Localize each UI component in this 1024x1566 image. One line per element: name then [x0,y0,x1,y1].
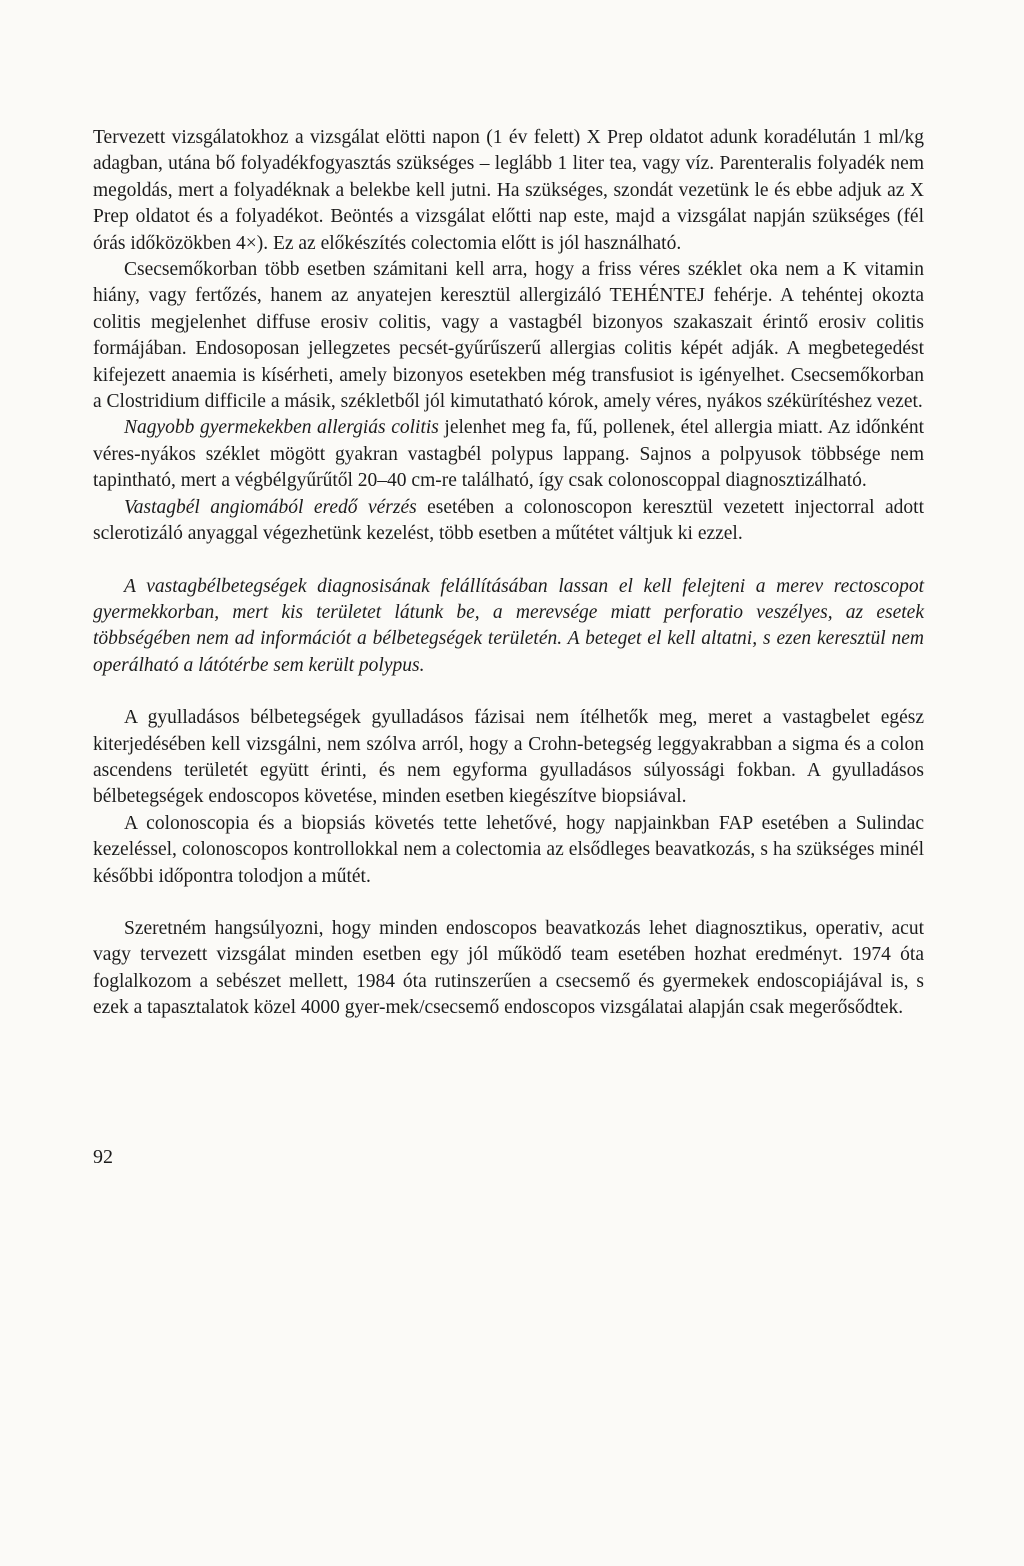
paragraph-conclusion: Szeretném hangsúlyozni, hogy minden endoscopos beavatkozás lehet diagnosztikus, operativ, acut vagy tervezett vizsgálat minden esetben egy jól működő team esetében hozhat eredményt. 1974 óta foglalkozom a sebészet mellett, 1984 óta rutinszerűen a csecsemő és gyermekek endoscopiájával is, s ezek a tapasztalatok közel 4000 gyer-mek/csecsemő endoscopos vizsgálatai alapján csak megerősődtek. [93,917,924,1019]
spacer [93,890,924,916]
angioma-bleeding-term: Vastagbél angiomából eredő vérzés [124,496,417,518]
allergic-colitis-term: Nagyobb gyermekekben allergiás colitis [124,417,439,439]
paragraph-rectoscope: A vastagbélbetegségek diagnosisának felállításában lassan el kell felejteni a merev rectoscopot gyermekkorban, mert kis területet látunk be, a merevsége miatt perforatio veszélyes, az esetek többségében nem ad információt a bélbetegségek területén. A beteget el kell altatni, s ezen keresztül nem operálható a látótérbe sem került polypus. [93,575,924,676]
spacer [93,679,924,705]
document-body [93,125,924,1022]
paragraph-inflammatory-bowel: A gyulladásos bélbetegségek gyulladásos fázisai nem ítélhetők meg, meret a vastagbelet egész kiterjedésében kell vizsgálni, nem szólva arról, hogy a Crohn-betegség leggyakrabban a sigma és a colon ascendens területét együtt érinti, és nem egyforma gyulladásos súlyossági fokban. A gyulladásos bélbetegségek endoscopos követése, minden esetben kiegészítve biopsiával. [93,707,924,808]
spacer [93,548,924,574]
paragraph-preparation: Tervezett vizsgálatokhoz a vizsgálat elötti napon (1 év felett) X Prep oldatot adunk koradélután 1 ml/kg adagban, utána bő folyadékfogyasztás szükséges – leglább 1 liter tea, vagy víz. Parenteralis folyadék nem megoldás, mert a folyadéknak a belekbe kell jutni. Ha szükséges, szondát vezetünk le és ebbe adjuk az X Prep oldatot és a folyadékot. Beöntés a vizsgálat előtti nap este, majd a vizsgálat napján szükséges (fél órás időközökben 4×). Ez az előkészítés colectomia előtt is jól használható. [93,127,924,254]
paragraph-angioma-bleeding [93,495,924,548]
allergic-colitis-text: jelenhet meg fa, fű, pollenek, étel allergia miatt. Az időnként véres-nyákos széklet mögött gyakran vastagbél polypus lappang. Sajnos a polpyusok többsége nem tapintható, mert a végbélgyűrűtől 20–40 cm-re található, így csak colonoscoppal diagnosztizálható. [93,417,925,492]
paragraph-fap: A colonoscopia és a biopsiás követés tette lehetővé, hogy napjainkban FAP esetében a Sulindac kezeléssel, colonoscopos kontrollokkal nem a colectomia az elsődleges beavatkozás, s ha szükséges minél későbbi időpontra tolodjon a műtét. [93,812,924,887]
page-number: 92 [93,1146,113,1168]
angioma-bleeding-text: esetében a colonoscopon keresztül vezetett injectorral adott sclerotizáló anyaggal végezhetünk kezelést, több esetben a műtétet váltjuk ki ezzel. [93,496,924,545]
paragraph-allergic-colitis [93,415,924,494]
paragraph-infant-colitis: Csecsemőkorban több esetben számitani kell arra, hogy a friss véres széklet oka nem a K vitamin hiány, vagy fertőzés, hanem az anyatejen keresztül allergizáló TEHÉNTEJ fehérje. A tehéntej okozta colitis megjelenhet diffuse erosiv colitis, vagy a vastagbél bizonyos szakaszait érintő erosiv colitis formájában. Endosoposan jellegzetes pecsét-gyűrűszerű allergias colitis képét adják. A megbetegedést kifejezett anaemia is kísérheti, amely bizonyos esetekben még transfusiot is igényelhet. Csecsemőkorban a Clostridium difficile a másik, székletből jól kimutatható kórok, amely véres, nyákos székürítéshez vezet. [93,259,924,413]
